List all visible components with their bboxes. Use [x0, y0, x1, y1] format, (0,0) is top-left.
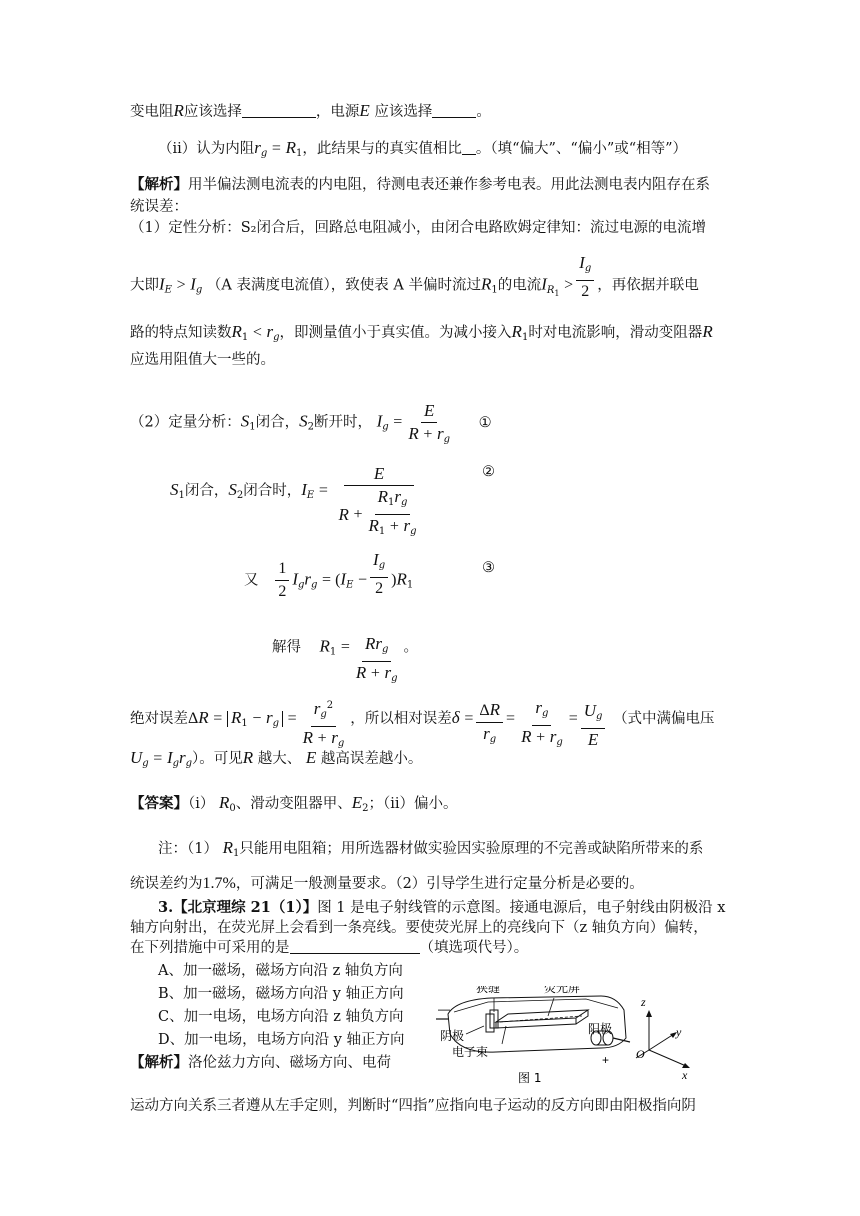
text: 洛伦兹力方向、磁场方向、电荷	[188, 1055, 391, 1071]
beam-label: 电子束	[452, 1045, 489, 1059]
text: 应该选择	[374, 104, 433, 120]
text: 闭合时，	[243, 483, 302, 499]
text: 绝对误差	[130, 711, 188, 727]
question-title: 3.【北京理综 21（1）】	[158, 899, 318, 916]
line-13: $U_g = I_gr_g$）。可见R 越大、 E 越高误差越小。	[130, 748, 423, 769]
text: 又	[244, 572, 259, 589]
answer-line: 【答案】（ⅰ） $R_0$、滑动变阻器甲、$E_2$；（ⅱ）偏小。	[130, 793, 458, 814]
answer-blank[interactable]	[462, 139, 476, 155]
line-9: （2）定量分析：$S_1$闭合，$S_2$断开时， $I_g$ = $\frac{E}{R + r_g}$ ①	[130, 401, 492, 445]
answer-blank[interactable]	[290, 938, 420, 954]
text: ，可满足一般测量要求。（2）引导学生进行定量分析是必要的。	[235, 876, 644, 892]
line-7: 路的特点知读数$R_1 < r_g$，即测量值小于真实值。为减小接入$R_1$时对电流影响，滑动变阻器R	[130, 322, 713, 343]
electron-tube-figure	[436, 986, 716, 1086]
plus-sign: +	[602, 1053, 610, 1067]
text: 注：（1）	[158, 841, 218, 857]
line-10: $S_1$闭合，$S_2$闭合时，$I_E$ = E R + $\frac{R_1r_g}{R_1 + r_g}$ ②	[170, 464, 495, 537]
cathode-label: 阴极	[440, 1029, 465, 1043]
text: 断开时，	[313, 414, 372, 431]
text: 时对电流影响，滑动变阻器	[528, 325, 703, 341]
q3-line-2: 轴方向射出，在荧光屏上会看到一条亮线。要使荧光屏上的亮线向下（z 轴负方向）偏转，	[130, 920, 708, 936]
text: 。（填“偏大”、“偏小”或“相等”）	[475, 141, 688, 157]
slit-label: 狭缝	[476, 986, 501, 995]
answer-blank[interactable]	[432, 102, 476, 118]
line-1: 变电阻R应该选择 ，电源E 应该选择 。	[130, 101, 491, 120]
text: 变电阻	[130, 104, 174, 120]
q3-line-1	[158, 898, 725, 918]
text: 只能用电阻箱；用所选器材做实验因实验原理的不完善或缺陷所带来的系	[239, 841, 704, 857]
x-axis-label: x	[682, 1068, 688, 1082]
note-line-1: 注：（1） $R_1$只能用电阻箱；用所选器材做实验因实验原理的不完善或缺陷所带来的系	[158, 838, 704, 859]
line-12: 绝对误差$\Delta R = R_1 - r_g$ = $\frac{r_g^2}{R + r_g}$ ，所以相对误差δ = $\frac{\Delta R}{r_g}$ = $\frac{r_g}{R + r_g}$ = $\frac{U_g}{E}$ （式中满偏电压	[130, 697, 715, 749]
text: （式中满偏电压	[613, 711, 715, 727]
line-5: （1）定性分析：S₂闭合后，回路总电阻减小，由闭合电路欧姆定律知：流过电源的电流增	[130, 220, 706, 236]
analysis-label: 【解析】	[130, 176, 188, 193]
eq-number: ①	[478, 414, 492, 431]
text: 越高误差越小。	[320, 751, 423, 767]
analysis-label: 【解析】	[130, 1054, 188, 1071]
text: 解得	[272, 639, 301, 656]
line-2: （ⅱ）认为内阻$r_g = R_1$，此结果与的真实值相比 。（填“偏大”、“偏小”或“相等”）	[158, 138, 688, 159]
screen-label: 荧光屏	[544, 986, 581, 995]
option-c[interactable]: C、加一电场，电场方向沿 z 轴负方向	[158, 1009, 404, 1025]
tube-diagram	[436, 986, 716, 1086]
note-line-2	[130, 874, 644, 894]
text: （ⅰ）	[188, 796, 215, 812]
text: 路的特点知读数	[130, 325, 232, 341]
text: 的电流	[497, 277, 542, 294]
line-8: 应选用阻值大一些的。	[130, 352, 275, 368]
last-line: 运动方向关系三者遵从左手定则，判断时“四指”应指向电子运动的反方向即由阳极指向阴	[130, 1098, 696, 1114]
line-solve: 解得 $R_1$ = $\frac{Rr_g}{R + r_g}$ 。	[272, 634, 419, 684]
text: 越大、	[257, 751, 302, 767]
text: ）。可见	[192, 751, 243, 767]
text: ，所以相对误差	[350, 711, 452, 727]
text: 。	[476, 104, 491, 120]
text: ，即测量值小于真实值。为减小接入	[279, 325, 512, 341]
option-d[interactable]: D、加一电场，电场方向沿 y 轴正方向	[158, 1032, 405, 1048]
line-3	[130, 175, 710, 195]
text: （2）定量分析：	[130, 414, 241, 431]
option-b[interactable]: B、加一磁场，磁场方向沿 y 轴正方向	[158, 986, 404, 1002]
text: ；（ⅱ）偏小。	[368, 796, 458, 812]
text: 闭合，	[184, 483, 229, 499]
text: （ⅱ）认为内阻	[158, 141, 255, 157]
answer-blank[interactable]	[242, 102, 316, 118]
line-11: 又 $\frac{1}{2}$ $I_gr_g = (I_E$ − $\frac{I_g}{2}$ )$R_1$ ③	[244, 550, 495, 600]
line-4: 统误差：	[130, 199, 188, 215]
q3-line-3	[130, 938, 528, 958]
text: （填选项代号）。	[419, 940, 529, 956]
error-percent: 1.7%	[202, 875, 236, 892]
text: 闭合，	[255, 414, 300, 431]
eq-number: ③	[482, 560, 495, 576]
minus-sign: —	[438, 1002, 450, 1016]
text: 图 1 是电子射线管的示意图。接通电源后，电子射线由阴极沿 x	[317, 900, 726, 916]
text: 应该选择	[183, 104, 242, 120]
text: ，电源	[315, 104, 360, 120]
figure-caption: 图 1	[518, 1071, 542, 1085]
origin-label: O	[636, 1047, 645, 1061]
text: 、滑动变阻器甲、	[235, 796, 352, 812]
text: 用半偏法测电流表的内电阻，待测电表还兼作参考电表。用此法测电表内阻存在系	[188, 177, 710, 193]
text: 大即	[130, 277, 159, 294]
option-a[interactable]: A、加一磁场，磁场方向沿 z 轴负方向	[158, 963, 403, 979]
text: 在下列措施中可采用的是	[130, 940, 290, 956]
analysis-2	[130, 1053, 391, 1073]
text: ，再依据并联电	[597, 277, 699, 294]
answer-label: 【答案】	[130, 795, 188, 812]
text: ，此结果与的真实值相比	[302, 141, 462, 157]
z-axis-label: z	[641, 995, 646, 1009]
line-6: 大即$I_E > I_g$ （A 表满度电流值），致使表 A 半偏时流过$R_1$的电流$I_{R_1}$ > $\frac{I_g}{2}$ ，再依据并联电	[130, 253, 699, 300]
y-axis-label: y	[676, 1025, 682, 1039]
text: 。	[403, 639, 419, 656]
eq-number: ②	[482, 464, 495, 480]
text: （A 表满度电流值），致使表 A 半偏时流过	[206, 277, 481, 294]
text: 统误差约为	[130, 876, 203, 892]
anode-label: 阳极	[588, 1022, 613, 1036]
